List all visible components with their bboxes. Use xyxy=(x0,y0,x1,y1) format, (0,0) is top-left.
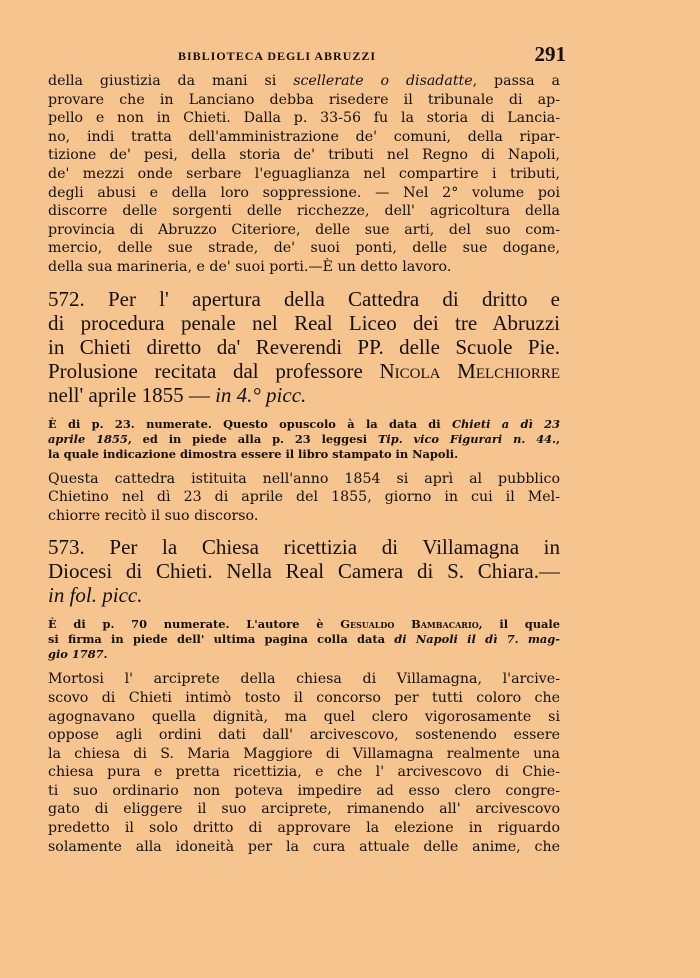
text-line: agognavano quella dignità, ma quel clero vigorosamente si xyxy=(48,708,560,725)
entry-572-note xyxy=(48,417,560,462)
text-line: Questa cattedra istituita nell'anno 1854 si aprì al pubblico xyxy=(48,470,560,487)
text-line: provare che in Lanciano debba risedere il tribunale di ap- xyxy=(48,91,560,108)
text-line: Mortosi l' arciprete della chiesa di Villamagna, l'arcive- xyxy=(48,671,560,688)
text-line: pello e non in Chieti. Dalla p. 33-56 fu la storia di Lancia- xyxy=(48,110,560,127)
running-title: BIBLIOTECA DEGLI ABRUZZI xyxy=(178,49,377,63)
text-line: oppose agli ordini dati dall' arcivescovo, sostenendo essere xyxy=(48,727,560,744)
entry-line: di procedura penale nel Real Liceo dei tre Abruzzi xyxy=(48,310,560,335)
text-line: scovo di Chieti intimò tosto il concorso per tutti coloro che xyxy=(48,689,560,706)
book-page xyxy=(48,42,566,856)
entry-line: nell' aprile 1855 — in 4.° picc. xyxy=(48,382,307,407)
text-line: della sua marineria, e de' suoi porti.—È un detto lavoro. xyxy=(48,258,452,275)
text-line: degli abusi e della loro soppressione. — Nel 2° volume poi xyxy=(48,184,560,201)
entry-line: Diocesi di Chieti. Nella Real Camera di S. Chiara.— xyxy=(48,559,560,584)
entry-573-title xyxy=(48,535,560,607)
entry-line: 573. Per la Chiesa ricettizia di Villamagna in xyxy=(48,535,560,560)
text-line: chiorre recitò il suo discorso. xyxy=(48,507,259,524)
author-name: Nicola Melchiorre xyxy=(379,358,560,383)
text-line: la chiesa di S. Maria Maggiore di Villamagna realmente una xyxy=(48,745,560,762)
text-line: no, indi tratta dell'amministrazione de' comuni, della ripar- xyxy=(48,128,560,145)
intro-paragraph xyxy=(48,72,560,277)
entry-line: in fol. picc. xyxy=(48,583,143,608)
text-line: solamente alla idoneità per la cura attuale delle anime, che xyxy=(48,838,560,855)
note-line: la quale indicazione dimostra essere il libro stampato in Napoli. xyxy=(48,446,459,461)
text-line: gato di eliggere il suo arciprete, rimanendo all' arcivescovo xyxy=(48,801,560,818)
text-line: ti suo ordinario non poteva impedire ad esso clero congre- xyxy=(48,782,560,799)
entry-line: Prolusione recitata dal professore Nicola Melchiorre xyxy=(48,358,560,383)
note-line: È di p. 23. numerate. Questo opuscolo à la data di Chieti a dì 23 xyxy=(48,416,560,431)
text-line: della giustizia da mani si scellerate o disadatte, passa a xyxy=(48,73,560,89)
entry-573-note xyxy=(48,617,560,662)
running-head xyxy=(48,42,566,72)
entry-line: 572. Per l' apertura della Cattedra di dritto e xyxy=(48,286,560,311)
text-line: provincia di Abruzzo Citeriore, delle sue arti, del suo com- xyxy=(48,221,560,238)
note-line: aprile 1855, ed in piede alla p. 23 leggesi Tip. vico Figurari n. 44., xyxy=(48,431,560,446)
text-line: de' mezzi onde serbare l'eguaglianza nel compartire i tributi, xyxy=(48,165,560,182)
note-line: gio 1787. xyxy=(48,647,108,662)
text-line: discorre delle sorgenti delle ricchezze, dell' agricoltura della xyxy=(48,203,560,220)
author-name: Gesualdo Bambacario xyxy=(340,617,479,632)
entry-line: in Chieti diretto da' Reverendi PP. delle Scuole Pie. xyxy=(48,334,560,359)
note-line: si firma in piede dell' ultima pagina colla data di Napoli il dì 7. mag- xyxy=(48,632,561,647)
text-line: Chietino nel dì 23 di aprile del 1855, giorno in cui il Mel- xyxy=(48,489,560,506)
text-line: predetto il solo dritto di approvare la elezione in riguardo xyxy=(48,820,560,837)
text-line: mercio, delle sue strade, de' suoi ponti, delle sue dogane, xyxy=(48,240,560,257)
entry-573-paragraph xyxy=(48,670,560,856)
text-line: chiesa pura e pretta ricettizia, e che l' arcivescovo di Chie- xyxy=(48,764,560,781)
page-number: 291 xyxy=(534,42,566,66)
note-line: È di p. 70 numerate. L'autore è Gesualdo Bambacario, il quale xyxy=(48,617,560,632)
entry-572-paragraph xyxy=(48,470,560,526)
entry-572-title xyxy=(48,287,560,407)
text-line: tizione de' pesi, della storia de' tributi nel Regno di Napoli, xyxy=(48,147,560,164)
